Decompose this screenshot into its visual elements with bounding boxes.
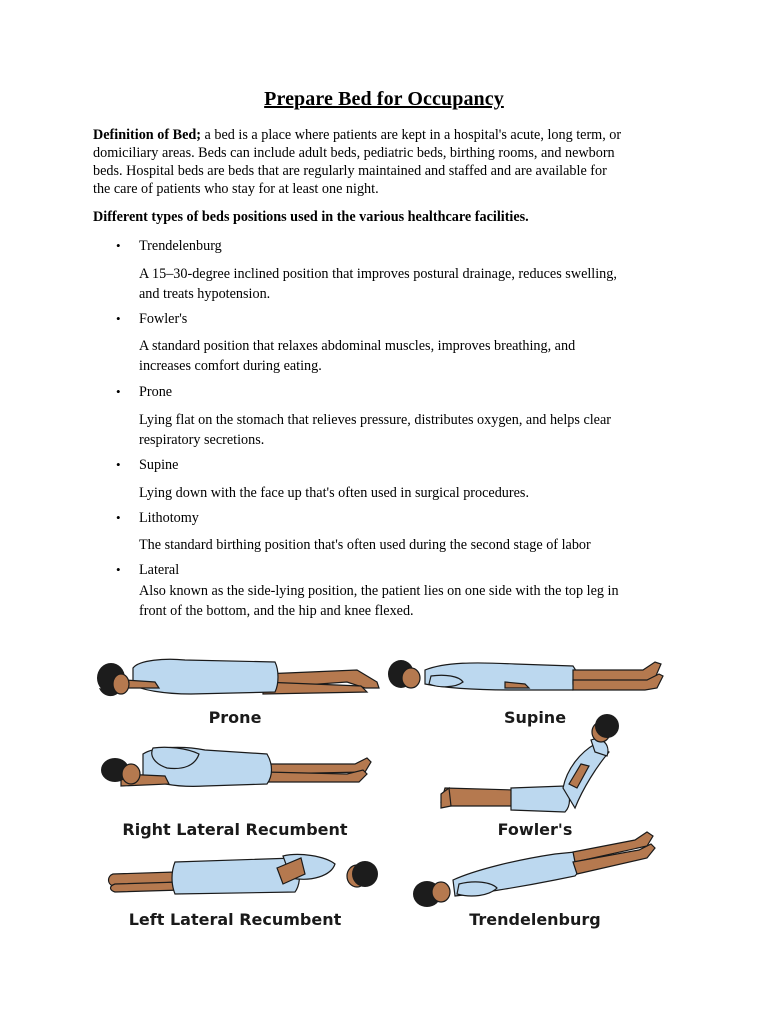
position-desc-lithotomy-1: The standard birthing position that's often used during the second stage of labor	[139, 537, 591, 553]
position-desc-lateral-1: Also known as the side-lying position, the patient lies on one side with the top leg in	[139, 583, 619, 599]
figure-label-supine: Supine	[503, 708, 567, 727]
supine-figure	[388, 660, 663, 690]
figure-label-trendelenburg: Trendelenburg	[469, 910, 601, 929]
position-desc-trendelenburg-2: and treats hypotension.	[139, 286, 271, 302]
bullet-marker: •	[116, 384, 121, 399]
prone-figure	[97, 659, 379, 696]
position-name-fowlers: Fowler's	[139, 311, 188, 327]
position-name-lateral: Lateral	[139, 562, 180, 578]
position-name-lithotomy: Lithotomy	[139, 510, 199, 526]
definition-term: Definition of Bed;	[93, 127, 201, 143]
definition-line-3: beds. Hospital beds are beds that are regularly maintained and staffed and are available for	[93, 163, 607, 179]
fowlers-figure	[441, 714, 619, 812]
page-title: Prepare Bed for Occupancy	[264, 88, 504, 110]
trendelenburg-figure	[413, 832, 655, 907]
position-desc-fowlers-2: increases comfort during eating.	[139, 358, 322, 374]
definition-line-2: domiciliary areas. Beds can include adult beds, pediatric beds, birthing rooms, and newborn	[93, 145, 615, 161]
bullet-marker: •	[116, 510, 121, 525]
figure-label-fowlers: Fowler's	[497, 820, 573, 839]
position-name-prone: Prone	[139, 384, 173, 400]
bullet-marker: •	[116, 311, 121, 326]
bullet-marker: •	[116, 238, 121, 253]
bed-positions-figure	[95, 648, 673, 934]
position-desc-supine-1: Lying down with the face up that's often used in surgical procedures.	[139, 485, 529, 501]
position-desc-fowlers-1: A standard position that relaxes abdominal muscles, improves breathing, and	[139, 338, 576, 354]
bullet-marker: •	[116, 457, 121, 472]
definition-text: a bed is a place where patients are kept in a hospital's acute, long term, or	[204, 127, 622, 143]
figure-label-left-lateral: Left Lateral Recumbent	[128, 910, 342, 929]
definition-line-1	[93, 126, 683, 144]
position-name-trendelenburg: Trendelenburg	[139, 238, 222, 254]
right-lateral-recumbent-figure	[101, 747, 371, 786]
position-desc-prone-2: respiratory secretions.	[139, 432, 265, 448]
figure-label-right-lateral: Right Lateral Recumbent	[122, 820, 348, 839]
position-desc-prone-1: Lying flat on the stomach that relieves pressure, distributes oxygen, and helps clear	[139, 412, 611, 428]
positions-heading: Different types of beds positions used in the various healthcare facilities.	[93, 209, 529, 225]
figure-label-prone: Prone	[208, 708, 262, 727]
bullet-marker: •	[116, 562, 121, 577]
position-name-supine: Supine	[139, 457, 179, 473]
position-desc-trendelenburg-1: A 15–30-degree inclined position that improves postural drainage, reduces swelling,	[139, 266, 617, 282]
definition-line-4: the care of patients who stay for at least one night.	[93, 181, 379, 197]
left-lateral-recumbent-figure	[109, 854, 379, 894]
bed-positions-illustration	[95, 648, 673, 934]
position-desc-lateral-2: front of the bottom, and the hip and knee flexed.	[139, 603, 414, 619]
